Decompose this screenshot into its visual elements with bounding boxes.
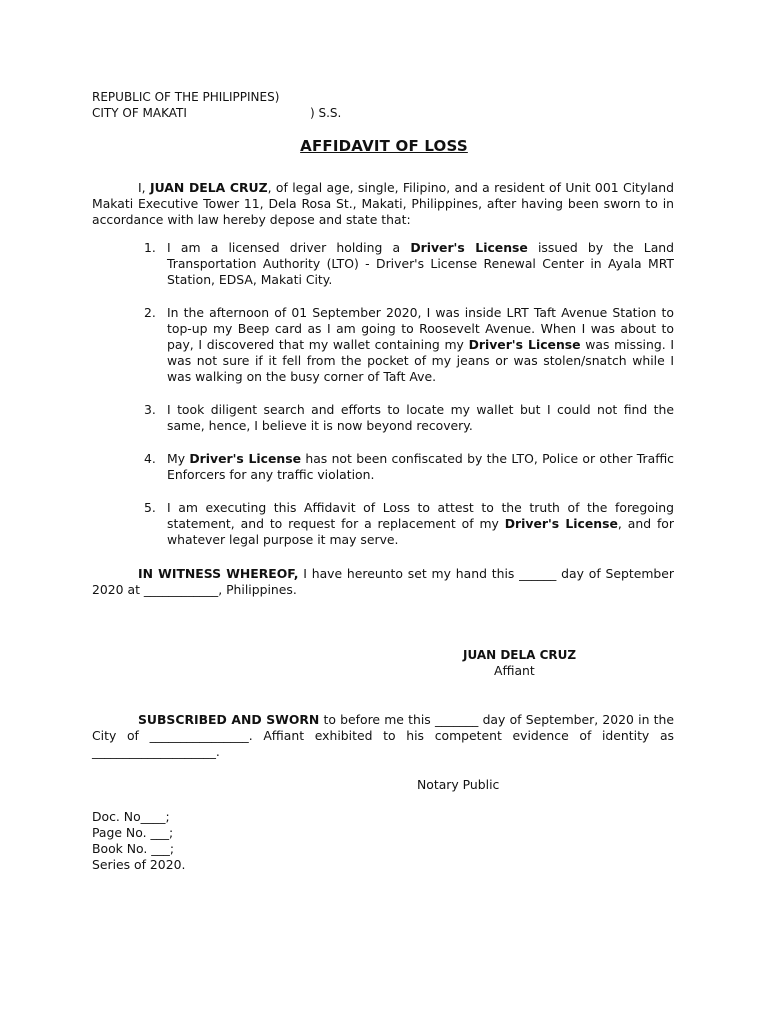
jurat-bold: SUBSCRIBED AND SWORN xyxy=(138,712,320,727)
notarial-register xyxy=(92,809,185,873)
jurat-text: to before me this _______ day of September, 2020 in the City of ________________. Affiant exhibited to his competent evidence of identity as ____________________. xyxy=(92,712,674,759)
signature-name: JUAN DELA CRUZ xyxy=(463,648,577,662)
notary-label: Notary Public xyxy=(417,777,500,792)
item-text: I took diligent search and efforts to locate my wallet but I could not find the same, hence, I believe it is now beyond recovery. xyxy=(167,402,674,433)
item-number: 4. xyxy=(144,451,156,466)
item-bold: Driver's License xyxy=(410,240,528,255)
list-item xyxy=(92,305,674,385)
item-text: I am executing this Affidavit of Loss to attest to the truth of the foregoing statement, and to request for a replacement of my xyxy=(167,500,674,531)
signature-role: Affiant xyxy=(494,663,535,678)
item-text: In the afternoon of 01 September 2020, I was inside LRT Taft Avenue Station to top-up my Beep card as I am going to Roosevelt Avenue. When I was about to pay, I discovered that my wallet containing my xyxy=(167,305,674,352)
item-number: 2. xyxy=(144,305,156,320)
intro-paragraph xyxy=(92,180,674,228)
witness-text: I have hereunto set my hand this ______ day of September 2020 at ____________, Philippines. xyxy=(92,566,675,597)
intro-text: , of legal age, single, Filipino, and a resident of Unit 001 Cityland Makati Executive Tower 11, Dela Rosa St., Makati, Philippines, after having been sworn to in accordance with law hereby depose and state that: xyxy=(92,180,674,227)
item-number: 3. xyxy=(144,402,156,417)
item-text: My xyxy=(167,451,190,466)
item-number: 5. xyxy=(144,500,156,515)
caption-city: CITY OF MAKATI xyxy=(92,106,187,120)
jurat-paragraph xyxy=(92,712,674,760)
book-number: Book No. ___; xyxy=(92,841,175,856)
list-item xyxy=(92,451,674,483)
witness-paragraph xyxy=(92,566,674,598)
item-text: , and for whatever legal purpose it may serve. xyxy=(167,516,674,547)
intro-pre: I, xyxy=(138,180,150,195)
list-item xyxy=(92,240,674,288)
item-number: 1. xyxy=(144,240,156,255)
list-item xyxy=(92,500,674,548)
item-bold: Driver's License xyxy=(504,516,618,531)
item-text: was missing. I was not sure if it fell from the pocket of my jeans or was stolen/snatch while I was walking on the busy corner of Taft Ave. xyxy=(167,337,674,384)
item-bold: Driver's License xyxy=(189,451,301,466)
caption-ss: ) S.S. xyxy=(310,106,342,120)
affiant-name-intro: JUAN DELA CRUZ xyxy=(149,180,268,195)
document-title: AFFIDAVIT OF LOSS xyxy=(300,137,468,155)
item-text: I am a licensed driver holding a xyxy=(167,240,411,255)
caption-republic: REPUBLIC OF THE PHILIPPINES) xyxy=(92,90,280,104)
series-year: Series of 2020. xyxy=(92,857,186,872)
venue-caption xyxy=(92,89,342,121)
item-text: issued by the Land Transportation Authority (LTO) - Driver's License Renewal Center in Ayala MRT Station, EDSA, Makati City. xyxy=(167,240,675,287)
item-text: has not been confiscated by the LTO, Police or other Traffic Enforcers for any traffic violation. xyxy=(167,451,674,482)
doc-number: Doc. No____; xyxy=(92,809,170,824)
witness-bold: IN WITNESS WHEREOF, xyxy=(138,566,299,581)
statement-list xyxy=(92,240,674,548)
list-item xyxy=(92,402,674,434)
page-number: Page No. ___; xyxy=(92,825,174,840)
item-bold: Driver's License xyxy=(468,337,581,352)
